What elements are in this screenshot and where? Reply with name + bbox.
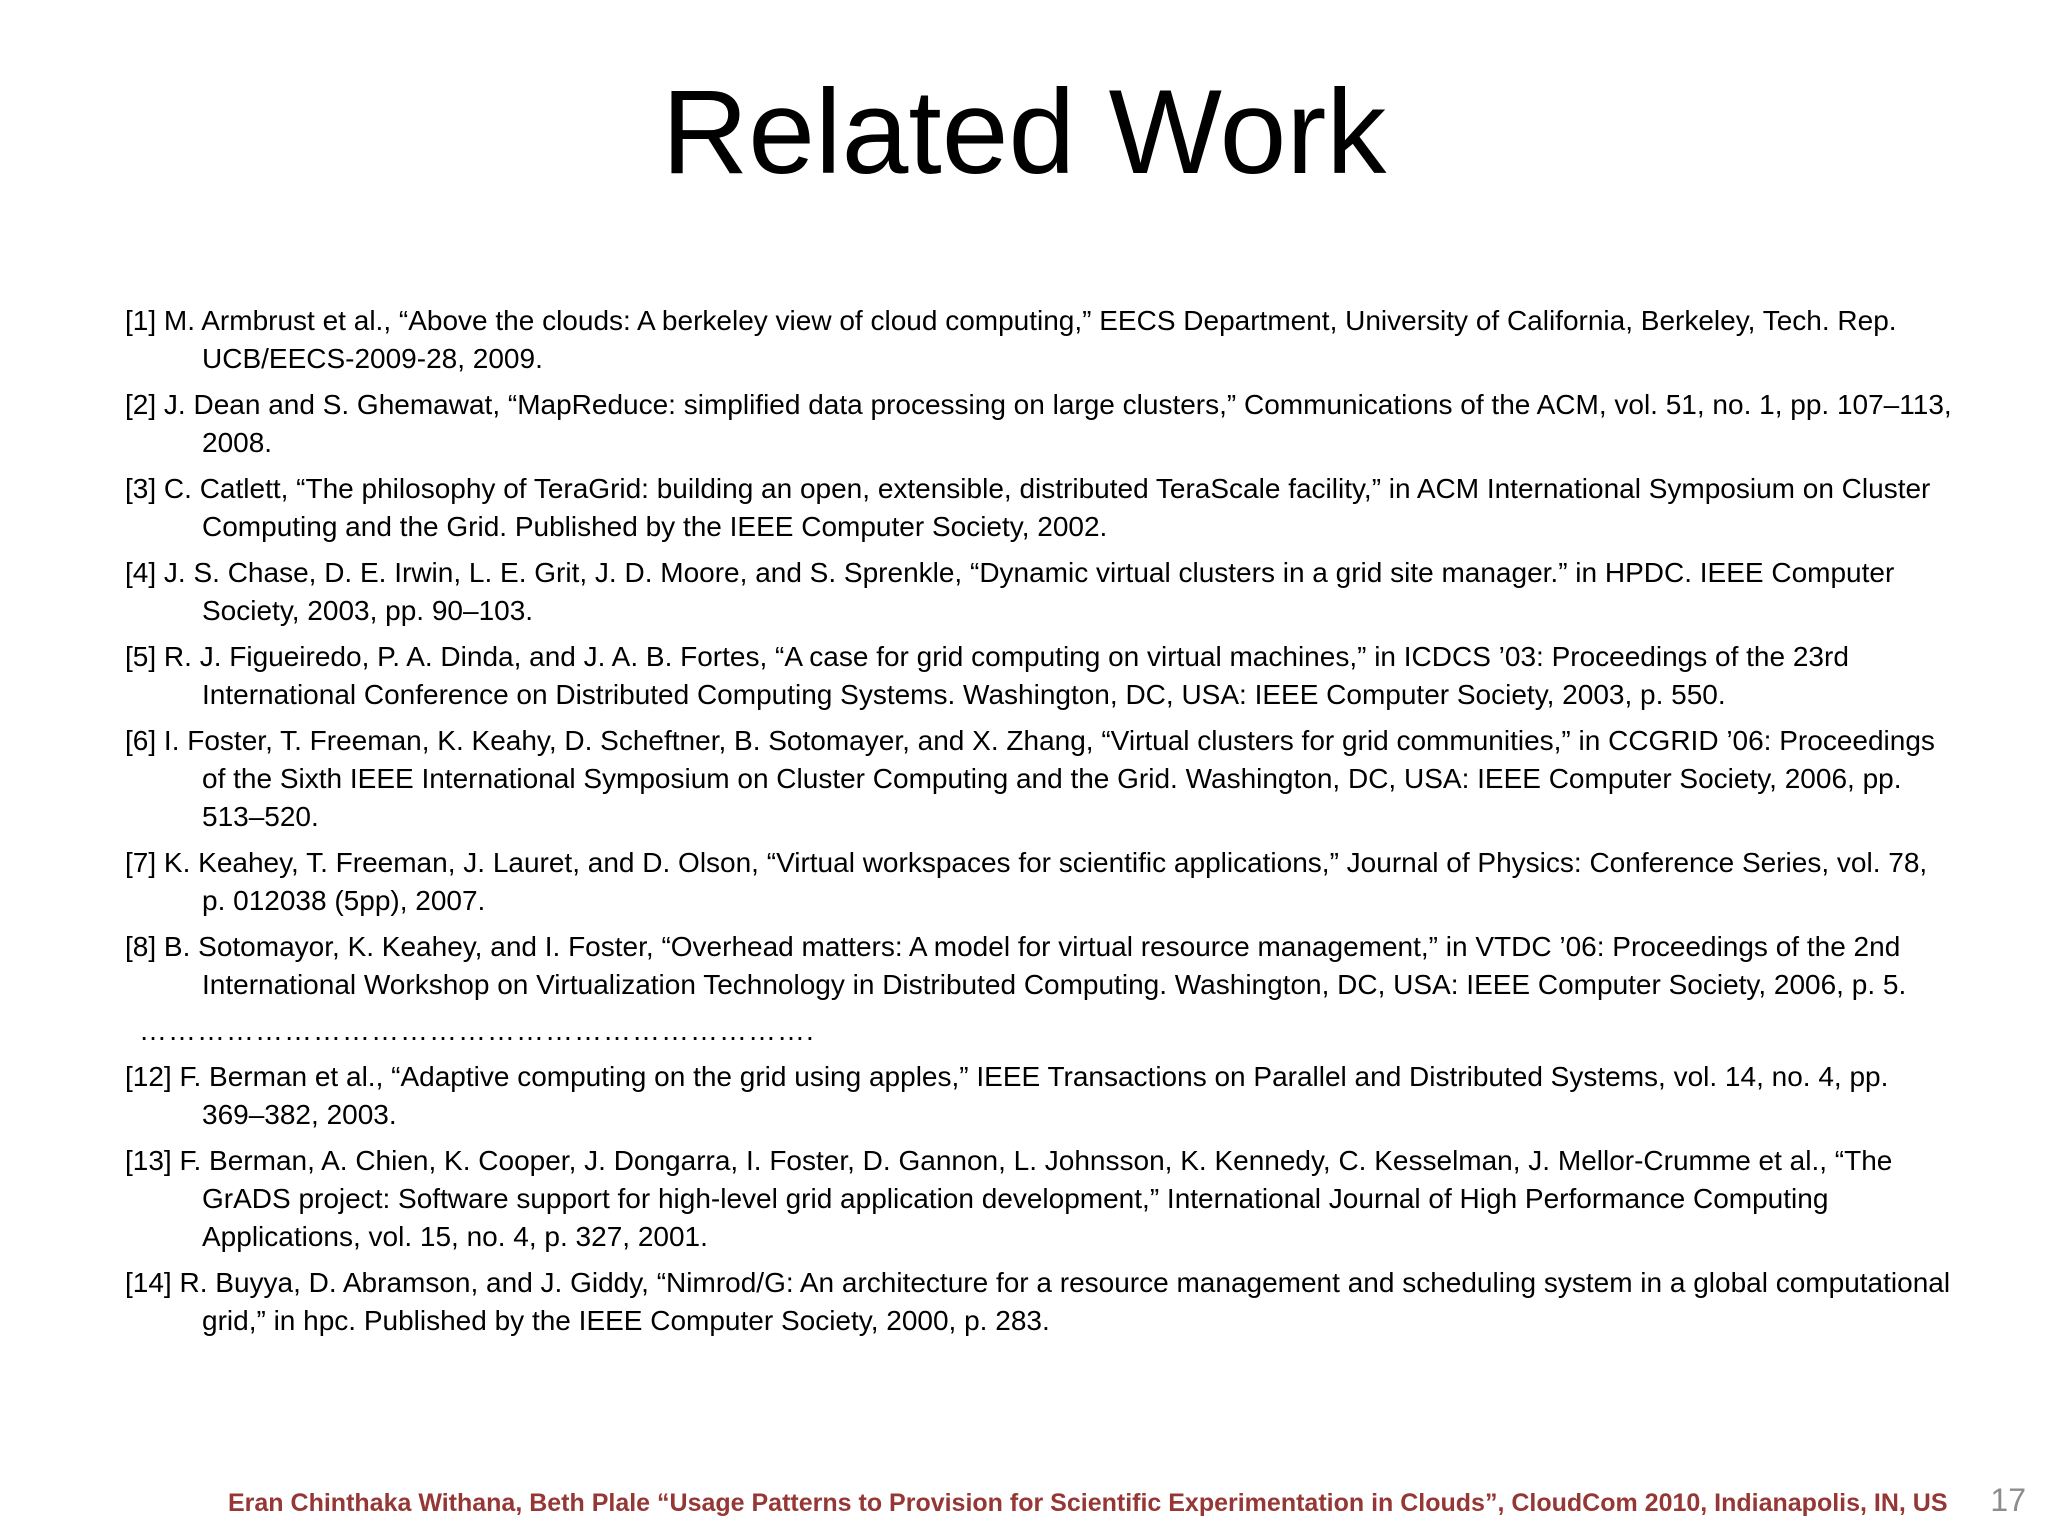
reference-number: [5] — [125, 641, 157, 672]
reference-text: R. Buyya, D. Abramson, and J. Giddy, “Nimrod/G: An architecture for a resource management and scheduling system in a global computational grid,” in hpc. Published by the IEEE Computer Society, 2000, p. 283. — [179, 1267, 1951, 1336]
reference-text: R. J. Figueiredo, P. A. Dinda, and J. A. B. Fortes, “A case for grid computing on virtual machines,” in ICDCS ’03: Proceedings of the 23rd International Conference on Distributed Computing Systems. Washington, DC, USA: IEEE Computer Society, 2003, p. 550. — [163, 641, 1849, 710]
reference-text: M. Armbrust et al., “Above the clouds: A berkeley view of cloud computing,” EECS Department, University of California, Berkeley, Tech. Rep. UCB/EECS-2009-28, 2009. — [163, 305, 1897, 374]
reference-text: B. Sotomayor, K. Keahey, and I. Foster, “Overhead matters: A model for virtual resource management,” in VTDC ’06: Proceedings of the 2nd International Workshop on Virtualization Technology in Distributed Computing. Washington, DC, USA: IEEE Computer Society, 2006, p. 5. — [163, 931, 1907, 1000]
reference-item — [125, 386, 1955, 462]
reference-number: [6] — [125, 725, 157, 756]
reference-item — [125, 1058, 1955, 1134]
slide-title: Related Work — [661, 65, 1387, 199]
omitted-references-ellipsis: ……………………………………………………………. — [139, 1015, 815, 1046]
reference-text: F. Berman et al., “Adaptive computing on the grid using apples,” IEEE Transactions on Parallel and Distributed Systems, vol. 14, no. 4, pp. 369–382, 2003. — [179, 1061, 1889, 1130]
footer-citation: Eran Chinthaka Withana, Beth Plale “Usage Patterns to Provision for Scientific Experimentation in Clouds”, CloudCom 2010, Indianapolis, IN, US — [228, 1489, 1948, 1517]
reference-text: K. Keahey, T. Freeman, J. Lauret, and D. Olson, “Virtual workspaces for scientific applications,” Journal of Physics: Conference Series, vol. 78, p. 012038 (5pp), 2007. — [163, 847, 1928, 916]
slide-number: 17 — [1990, 1482, 2026, 1518]
reference-number: [4] — [125, 557, 157, 588]
reference-number: [12] — [125, 1061, 172, 1092]
reference-item — [125, 928, 1955, 1004]
reference-number: [7] — [125, 847, 157, 878]
reference-item — [125, 470, 1955, 546]
reference-number: [3] — [125, 473, 157, 504]
reference-item — [125, 302, 1955, 378]
reference-item — [125, 1142, 1955, 1256]
reference-text: C. Catlett, “The philosophy of TeraGrid: building an open, extensible, distributed TeraScale facility,” in ACM International Symposium on Cluster Computing and the Grid. Published by the IEEE Computer Society, 2002. — [163, 473, 1931, 542]
reference-number: [13] — [125, 1145, 172, 1176]
reference-list — [125, 302, 1955, 1348]
reference-item — [125, 722, 1955, 836]
reference-item — [125, 638, 1955, 714]
reference-item — [125, 844, 1955, 920]
reference-text: I. Foster, T. Freeman, K. Keahy, D. Scheftner, B. Sotomayer, and X. Zhang, “Virtual clusters for grid communities,” in CCGRID ’06: Proceedings of the Sixth IEEE International Symposium on Cluster Computing and the Grid. Washington, DC, USA: IEEE Computer Society, 2006, pp. 513–520. — [163, 725, 1935, 832]
reference-number: [2] — [125, 389, 157, 420]
reference-number: [1] — [125, 305, 157, 336]
reference-number: [14] — [125, 1267, 172, 1298]
reference-item — [125, 1264, 1955, 1340]
reference-number: [8] — [125, 931, 157, 962]
reference-text: F. Berman, A. Chien, K. Cooper, J. Dongarra, I. Foster, D. Gannon, L. Johnsson, K. Kennedy, C. Kesselman, J. Mellor-Crumme et al., “The GrADS project: Software support for high-level grid application development,” International Journal of High Performance Computing Applications, vol. 15, no. 4, p. 327, 2001. — [179, 1145, 1893, 1252]
reference-text: J. Dean and S. Ghemawat, “MapReduce: simplified data processing on large clusters,” Communications of the ACM, vol. 51, no. 1, pp. 107–113, 2008. — [163, 389, 1952, 458]
reference-text: J. S. Chase, D. E. Irwin, L. E. Grit, J. D. Moore, and S. Sprenkle, “Dynamic virtual clusters in a grid site manager.” in HPDC. IEEE Computer Society, 2003, pp. 90–103. — [163, 557, 1895, 626]
reference-item — [125, 554, 1955, 630]
